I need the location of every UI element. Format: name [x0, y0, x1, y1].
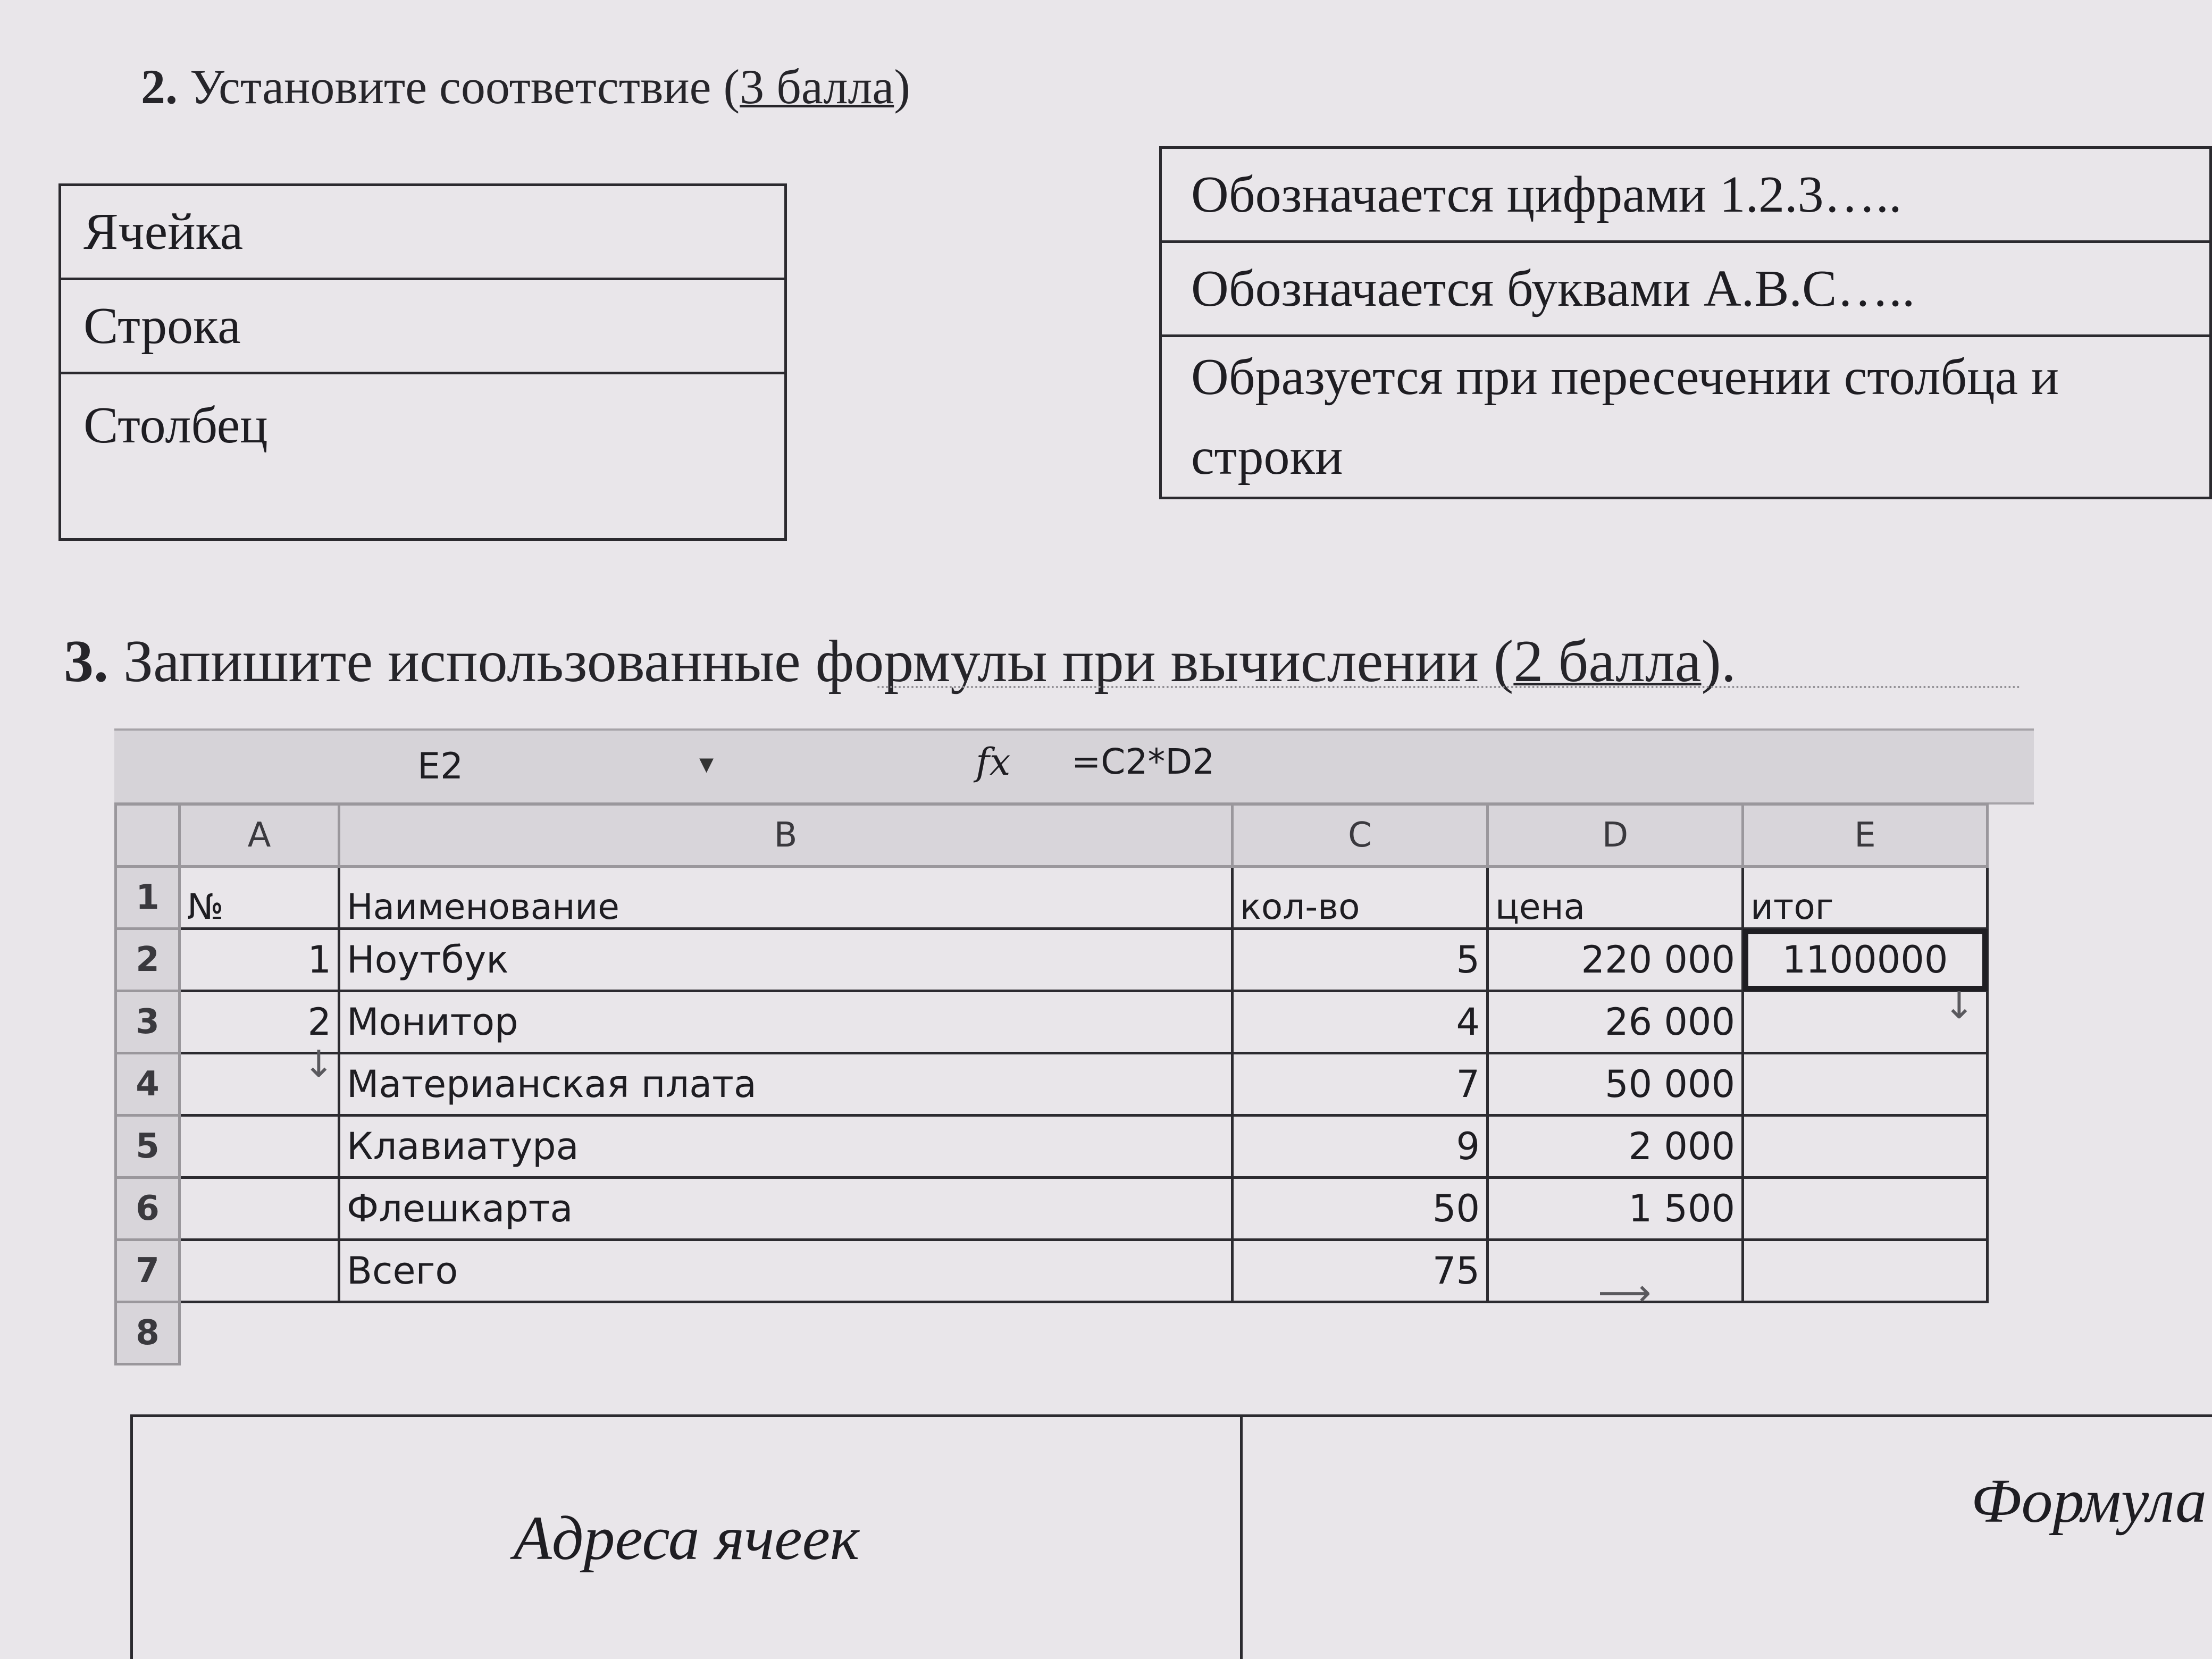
match-left-item: Строка — [60, 279, 786, 373]
selected-cell: 1100000 — [1743, 929, 1988, 991]
match-right-item: Образуется при пересечении столбца и строки — [1161, 336, 2211, 498]
spreadsheet-image — [114, 728, 2103, 1356]
cell: итог — [1743, 867, 1988, 929]
cell: 1 500 — [1488, 1178, 1743, 1240]
task2-points: 3 балла — [740, 60, 894, 114]
cell: 2 000 — [1488, 1116, 1743, 1178]
cell: цена — [1488, 867, 1743, 929]
cell — [1743, 1053, 1988, 1116]
empty-row — [180, 1302, 1988, 1364]
table-row — [116, 1302, 1988, 1364]
cell: 5 — [1233, 929, 1488, 991]
row-header: 7 — [116, 1240, 180, 1302]
cell: 2 — [180, 991, 339, 1053]
fx-icon: fx — [976, 740, 1011, 784]
cell: Всего — [339, 1240, 1233, 1302]
cell: 220 000 — [1488, 929, 1743, 991]
cell: Материанская плата — [339, 1053, 1233, 1116]
table-row — [116, 991, 1988, 1053]
column-header: E — [1743, 805, 1988, 867]
cell: Флешкарта — [339, 1178, 1233, 1240]
cell — [1743, 1240, 1988, 1302]
cell: Клавиатура — [339, 1116, 1233, 1178]
formula-bar — [114, 728, 2034, 805]
column-header: A — [180, 805, 339, 867]
match-right-table — [1159, 146, 2212, 499]
match-left-item: Ячейка — [60, 185, 786, 279]
cell — [1743, 1116, 1988, 1178]
cell: 50 000 — [1488, 1053, 1743, 1116]
match-left-table — [58, 183, 787, 541]
answer-col-formula: Формула — [1242, 1416, 2212, 1659]
cell — [180, 1116, 339, 1178]
cell: 75 — [1233, 1240, 1488, 1302]
task2-heading — [141, 58, 910, 115]
arrow-right-icon: ⟶ — [1598, 1271, 1648, 1314]
cell: 9 — [1233, 1116, 1488, 1178]
cell — [1743, 1178, 1988, 1240]
task2-number: 2. — [141, 60, 178, 114]
match-right-item: Обозначается цифрами 1.2.3….. — [1161, 148, 2211, 242]
spreadsheet-grid — [114, 803, 1989, 1365]
task2-title: Установите соответствие ( — [190, 60, 740, 114]
cell: 1 — [180, 929, 339, 991]
cell: 4 — [1233, 991, 1488, 1053]
cell: № — [180, 867, 339, 929]
cell: кол-во — [1233, 867, 1488, 929]
task2-close: ) — [894, 60, 910, 114]
cell — [180, 1178, 339, 1240]
dropdown-arrow-icon: ▾ — [699, 747, 714, 780]
table-row — [116, 867, 1988, 929]
formula-text: =C2*D2 — [1071, 741, 1215, 782]
task3-points: 2 балла — [1513, 629, 1702, 694]
cell: 26 000 — [1488, 991, 1743, 1053]
cell: Ноутбук — [339, 929, 1233, 991]
task3-number: 3. — [64, 629, 108, 694]
answer-col-addresses: Адреса ячеек — [132, 1416, 1242, 1659]
column-header: C — [1233, 805, 1488, 867]
table-row — [116, 1116, 1988, 1178]
match-right-item: Обозначается буквами А.В.С….. — [1161, 242, 2211, 336]
dotted-divider — [877, 686, 2021, 688]
row-header: 8 — [116, 1302, 180, 1364]
row-header: 4 — [116, 1053, 180, 1116]
name-box: E2 — [417, 745, 464, 787]
answer-table — [130, 1414, 2212, 1659]
column-header: B — [339, 805, 1233, 867]
table-row — [116, 929, 1988, 991]
match-left-item: Столбец — [60, 373, 786, 540]
cell: Наименование — [339, 867, 1233, 929]
table-row — [116, 1053, 1988, 1116]
row-header: 6 — [116, 1178, 180, 1240]
cell — [180, 1240, 339, 1302]
row-header: 1 — [116, 867, 180, 929]
table-row — [116, 1178, 1988, 1240]
grid-corner — [116, 805, 180, 867]
task3-title: Запишите использованные формулы при вычислении ( — [123, 629, 1514, 694]
row-header: 3 — [116, 991, 180, 1053]
cell: 50 — [1233, 1178, 1488, 1240]
cell: 7 — [1233, 1053, 1488, 1116]
arrow-down-icon: ↓ — [1943, 984, 1975, 1027]
arrow-down-icon: ↓ — [303, 1042, 334, 1086]
row-header: 2 — [116, 929, 180, 991]
cell: Монитор — [339, 991, 1233, 1053]
task3-close: ). — [1701, 629, 1736, 694]
column-header: D — [1488, 805, 1743, 867]
table-row — [116, 1240, 1988, 1302]
row-header: 5 — [116, 1116, 180, 1178]
